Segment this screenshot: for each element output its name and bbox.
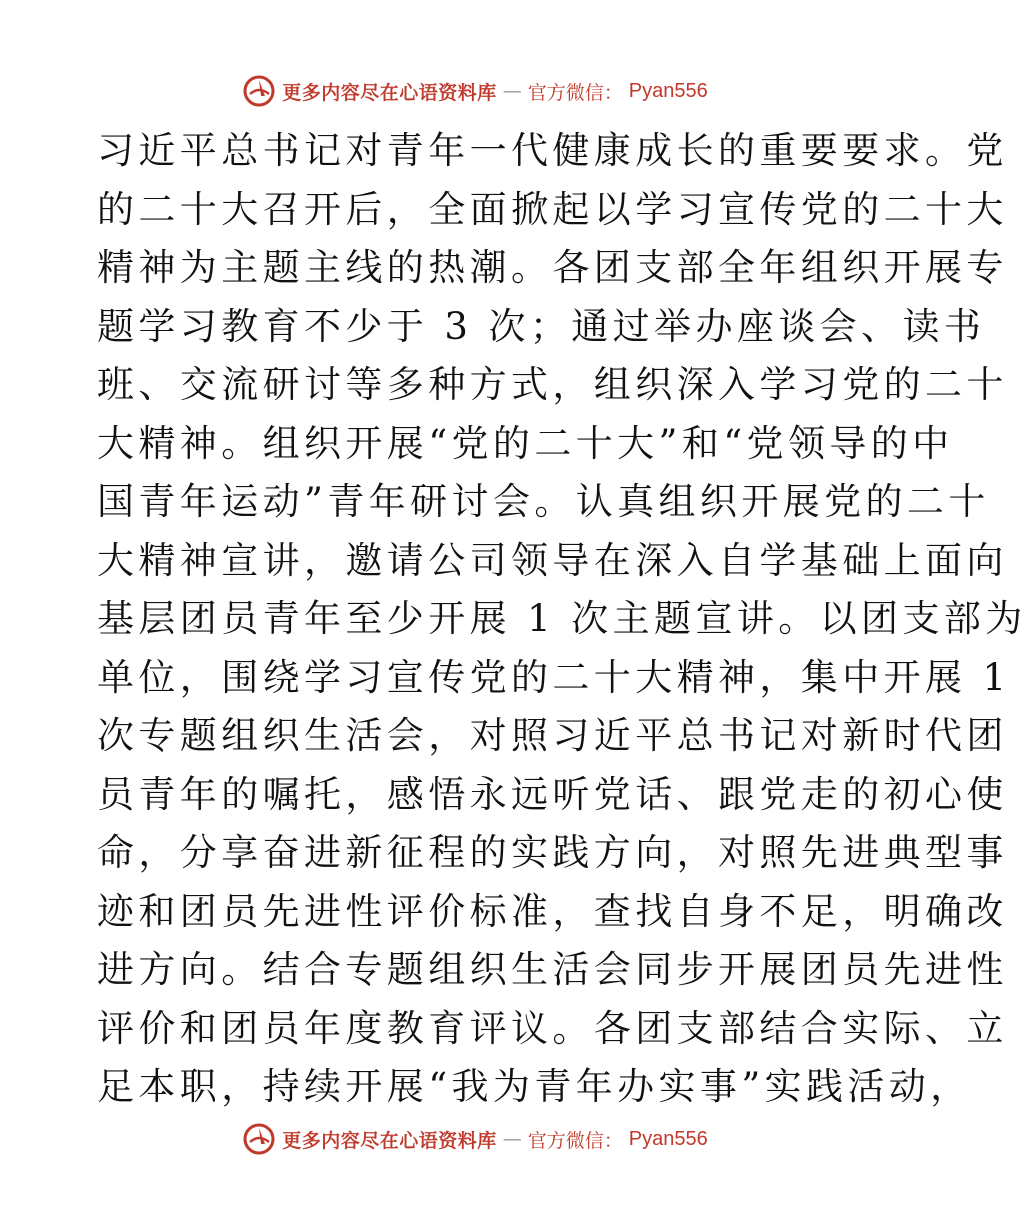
header-banner	[0, 73, 950, 109]
text-line: 员青年的嘱托，感悟永远听党话、跟党走的初心使	[97, 772, 1008, 816]
text-line: 基层团员青年至少开展 1 次主题宣讲。以团支部为	[97, 597, 1027, 640]
banner-wechat-label: 官方微信：	[527, 1129, 623, 1152]
banner-dash: —	[502, 80, 522, 102]
text-line: 迹和团员先进性评价标准，查找自身不足，明确改	[97, 889, 1008, 933]
text-line: 的二十大召开后，全面掀起以学习宣传党的二十大	[97, 187, 1008, 231]
text-line: 命，分享奋进新征程的实践方向，对照先进典型事	[97, 831, 1008, 874]
banner-dash: —	[502, 1128, 522, 1150]
text-line: 国青年运动”青年研讨会。认真组织开展党的二十	[97, 480, 990, 523]
body-text	[97, 122, 1027, 1117]
book-pen-logo-icon	[242, 1122, 276, 1156]
text-line: 习近平总书记对青年一代健康成长的重要要求。党	[97, 129, 1008, 172]
banner-slogan: 更多内容尽在心语资料库	[282, 81, 497, 104]
text-line: 进方向。结合专题组织生活会同步开展团员先进性	[97, 948, 1008, 991]
text-line: 题学习教育不少于 3 次；通过举办座谈会、读书	[97, 304, 986, 348]
text-line: 评价和团员年度教育评议。各团支部结合实际、立	[97, 1006, 1008, 1050]
text-line: 班、交流研讨等多种方式，组织深入学习党的二十	[97, 363, 1008, 406]
book-pen-logo-icon	[242, 74, 276, 108]
banner-wechat-label: 官方微信：	[527, 81, 623, 104]
text-line: 大精神宣讲，邀请公司领导在深入自学基础上面向	[97, 538, 1008, 582]
text-line: 次专题组织生活会，对照习近平总书记对新时代团	[97, 714, 1008, 757]
text-line: 精神为主题主线的热潮。各团支部全年组织开展专	[97, 246, 1008, 289]
text-line: 大精神。组织开展“党的二十大”和“党领导的中	[97, 421, 954, 465]
text-line: 足本职，持续开展“我为青年办实事”实践活动，	[97, 1065, 972, 1108]
text-line: 单位，围绕学习宣传党的二十大精神，集中开展 1	[97, 655, 1011, 699]
banner-slogan: 更多内容尽在心语资料库	[282, 1129, 497, 1152]
banner-wechat-id: Pyan556	[628, 1127, 708, 1150]
banner-wechat-id: Pyan556	[628, 79, 708, 102]
footer-banner	[0, 1121, 950, 1157]
